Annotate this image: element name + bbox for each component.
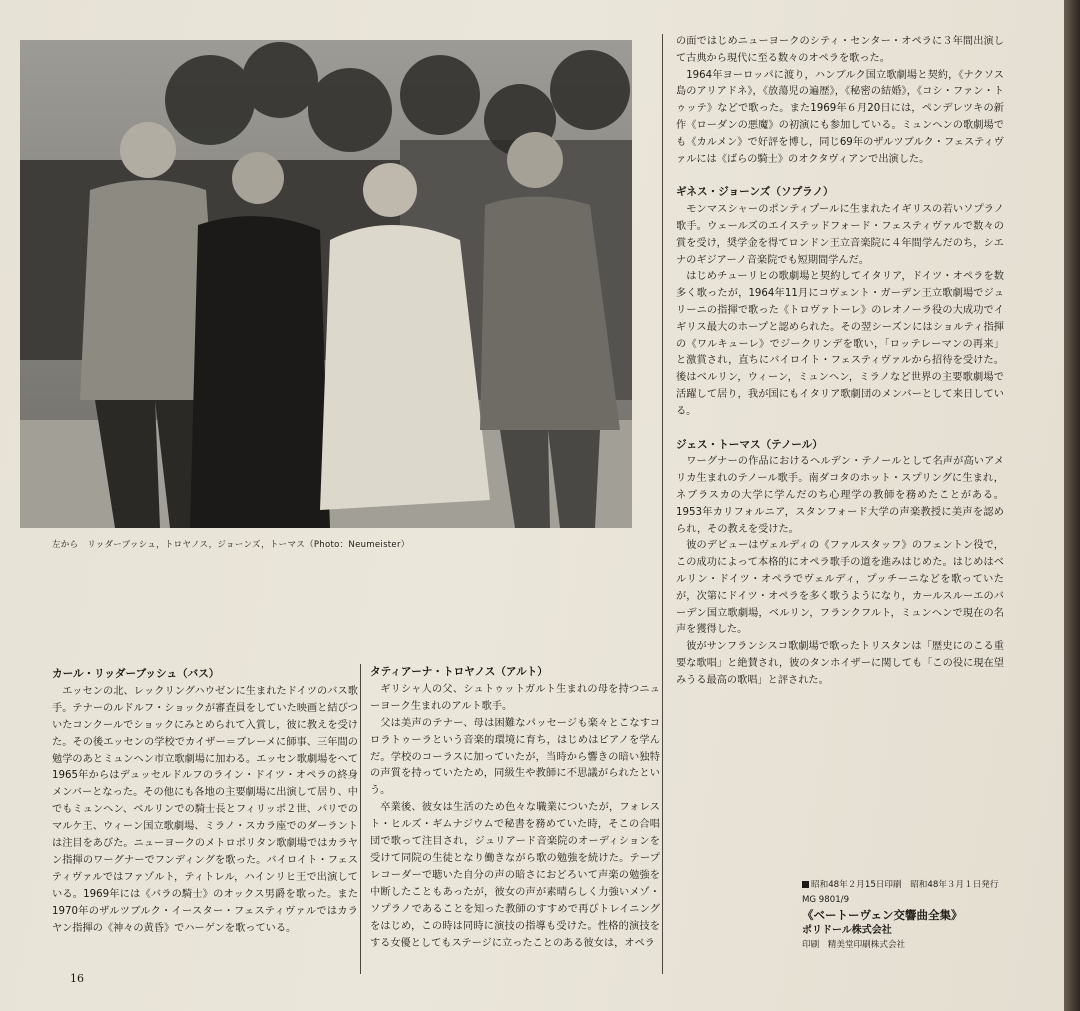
article-right-column [676, 34, 1004, 689]
body-jess-p2: 彼のデビューはヴェルディの《ファルスタッフ》のフェントン役で，この成功によって本格的にオペラ歌手の道を進みはじめた。はじめはベルリン・ドイツ・オペラでヴェルディ，プッチーニなどを歌っていたが，次第にドイツ・オペラを多く歌うようになり，カールスルーエのバーデン国立歌劇場，ベルリン，フランクフルト，ミュンヘンで現在の名声を獲得した。 [676, 540, 1004, 636]
body-gwyneth-p2: はじめチューリヒの歌劇場と契約してイタリア，ドイツ・オペラを数多く歌ったが，1964年11月にコヴェント・ガーデン王立歌劇場でジュリーニの指揮で歌った《トロヴァトーレ》のレオノーラ役の大成功でイギリス最大のホープと認められた。その翌シーズンにはショルティ指揮の《ワルキューレ》でジークリンデを歌い，「ロッテレーマンの再来」と激賞され，直ちにバイロイト・フェスティヴァルから招待を受けた。後はベルリン，ウィーン，ミュンヘン，ミラノなど世界の主要歌劇場で活躍して居り，我が国にもイタリア歌劇団のメンバーとして来日している。 [676, 271, 1004, 417]
square-bullet-icon [802, 881, 809, 888]
photo-caption: 左から リッダーブッシュ，トロヤノス，ジョーンズ，トーマス（Photo：Neumeister） [52, 540, 410, 550]
catalog-number: MG 9801/9 [802, 895, 850, 905]
group-photo [20, 40, 632, 528]
article-tatiana-troyanos [370, 664, 660, 952]
body-jess-p1: ワーグナーの作品におけるヘルデン・テノールとして名声が高いアメリカ生まれのテノール歌手。南ダコタのホット・スプリングに生まれ，ネブラスカの大学に学んだのち心理学の教師を務めたことがある。1953年カリフォルニア，スタンフォード大学の声楽教授に美声を認められ，その教えを受けた。 [676, 456, 1004, 535]
printer: 印刷 精美堂印刷株式会社 [802, 940, 906, 950]
heading-karl-ridderbusch: カール・リッダーブッシュ（バス） [52, 668, 220, 680]
article-karl-ridderbusch [52, 666, 358, 938]
tatiana-continued-p2: 1964年ヨーロッパに渡り，ハンブルク国立歌劇場と契約，《ナクソス島のアリアドネ》，《放蕩児の遍歴》，《秘密の結婚》，《コシ・ファン・トゥッテ》などで歌った。また1969年６月20日には，ペンデレツキの新作《ローダンの悪魔》の初演にも参加している。ミュンヘンの歌劇場でも《カルメン》で好評を博し，同じ69年のザルツブルク・フェスティヴァルには《ばらの騎士》のオクタヴィアンで出演した。 [676, 69, 1004, 165]
body-karl-ridderbusch: エッセンの北、レックリングハウゼンに生まれたドイツのバス歌手。テナーのルドルフ・ショックが審査員をしていた映画と結びついたコンクールでショックにみとめられて入賞し，彼に教えを受けた。その後エッセンの学校でカイザー＝ブレーメに師事、三年間の勉学のあとミュンヘン市立歌劇場に加わる。エッセン歌劇場をへて1965年からはデュッセルドルフのライン・ドイツ・オペラの終身メンバーとなった。その他にも各地の主要劇場に出演して居り、中でもミュンヘン、ベルリンでの騎士長とフィリッポ２世、パリでのマルケ王、ウィーン国立歌劇場、ミラノ・スカラ座でのダーラントは注目をあびた。ニューヨークのメトロポリタン歌劇場ではカラヤン指揮のワーグナーでフンディングを歌った。バイロイト・フェスティヴァルではファゾルト，ティトレル，ハインリヒ王で出演している。1969年には《バラの騎士》のオックス男爵を歌った。また1970年のザルツブルク・イースター・フェスティヴァルではカラヤン指揮の《神々の黄昏》でハーゲンを歌っている。 [52, 685, 358, 934]
page-edge-shadow [1064, 0, 1080, 1011]
colophon [802, 878, 999, 953]
page-number: 16 [70, 972, 84, 985]
photo-illustration [20, 40, 632, 528]
heading-gwyneth-jones: ギネス・ジョーンズ（ソプラノ） [676, 186, 834, 199]
heading-tatiana-troyanos: タティアーナ・トロヤノス（アルト） [370, 666, 548, 678]
body-tatiana-p1: ギリシャ人の父、シュトゥットガルト生まれの母を持つニューヨーク生まれのアルト歌手。 [370, 683, 660, 712]
print-dates: 昭和48年２月15日印刷 昭和48年３月１日発行 [802, 878, 999, 893]
publisher: ポリドール株式会社 [802, 925, 892, 936]
body-tatiana-p2: 父は美声のテナー、母は困難なパッセージも楽々とこなすコロラトゥーラという音楽的環境に育ち，はじめはピアノを学んだ。学校のコーラスに加っていたが，当時から響きの暗い独特の声質を持っていたため，同級生や教師に不思議がられたという。 [370, 717, 660, 797]
body-jess-p3: 彼がサンフランシスコ歌劇場で歌ったトリスタンは「歴史にのこる重要な歌唱」と絶賛され，彼のタンホイザーに関しても「この役に現在望みうる最高の歌唱」と評された。 [676, 641, 1004, 686]
column-divider [360, 664, 361, 974]
album-title: 《ベートーヴェン交響曲全集》 [802, 908, 963, 922]
body-gwyneth-p1: モンマスシャーのポンティプールに生まれたイギリスの若いソプラノ歌手。ウェールズのエイステッドフォード・フェスティヴァルで数々の賞を受け，奨学金を得てロンドン王立音楽院に４年間学んだのち，シエナのギジアーノ音楽院でも短期間学んだ。 [676, 204, 1004, 266]
heading-jess-thomas: ジェス・トーマス（テノール） [676, 438, 823, 451]
body-tatiana-p3: 卒業後、彼女は生活のため色々な職業についたが，フォレスト・ヒルズ・ギムナジウムで秘書を務めていた時，そこの合唱団で歌って注目され，ジュリアード音楽院のオーディションを受けて同院の生徒となり働きながら歌の勉強を続けた。テープレコーダーで聴いた自分の声の暗さにおどろいて声楽の勉強を中断したこともあったが，彼女の声が素晴らしく力強いメゾ・ソプラノであることを知った教師のすすめで再びトレイニングをはじめ，この時は同時に演技の指導も受けた。性格的演技をする女優としてもステージに立ったことのある彼女は，オペラ [370, 802, 660, 949]
tatiana-continued-p1: の面ではじめニューヨークのシティ・センター・オペラに３年間出演して古典から現代に至る数々のオペラを歌った。 [676, 36, 1004, 64]
column-divider-right [662, 34, 663, 974]
